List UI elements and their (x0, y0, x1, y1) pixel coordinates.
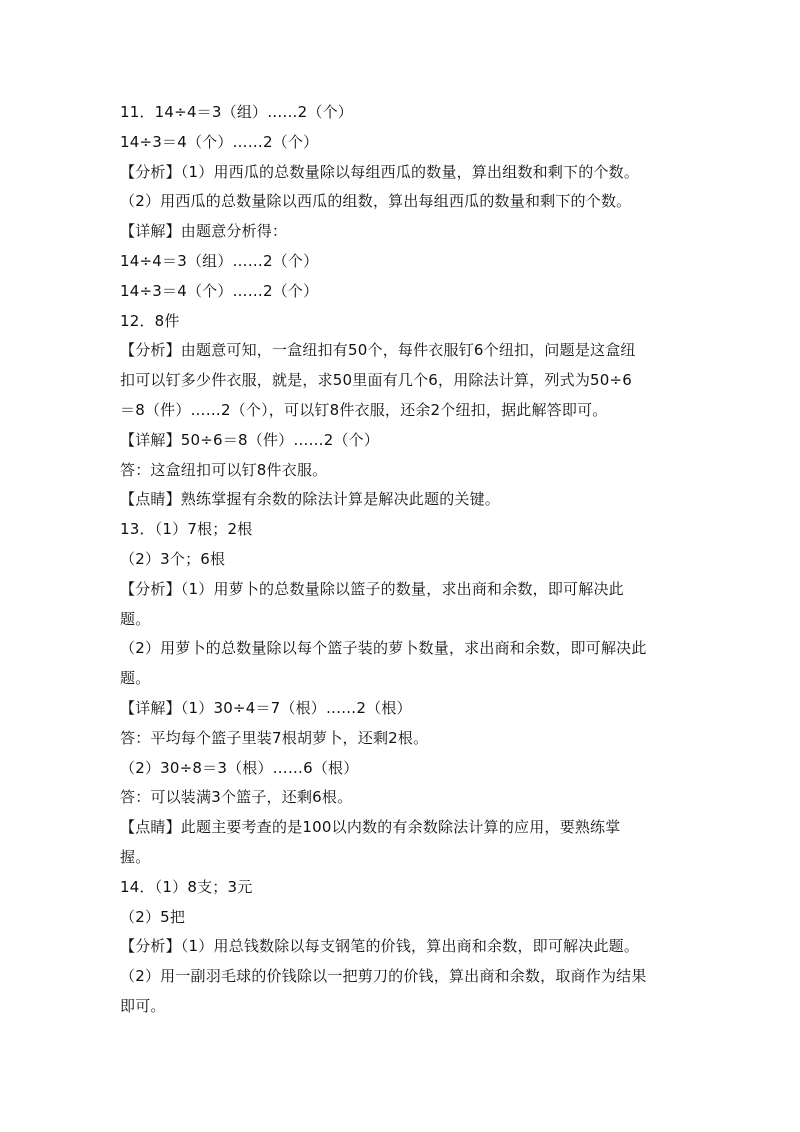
text-line: （2）用萝卜的总数量除以每个篮子装的萝卜数量，求出商和余数，即可解决此 (120, 639, 647, 658)
text-line: 【分析】（1）用西瓜的总数量除以每组西瓜的数量，算出组数和剩下的个数。 (120, 162, 640, 181)
text-line: 【详解】50÷6＝8（件）……2（个） (120, 430, 380, 449)
text-line: 11．14÷4＝3（组）……2（个） (120, 103, 353, 121)
text-line: （2）用西瓜的总数量除以西瓜的组数，算出每组西瓜的数量和剩下的个数。 (120, 192, 632, 211)
text-line: 【分析】（1）用萝卜的总数量除以篮子的数量，求出商和余数，即可解决此 (120, 579, 624, 598)
text-line: （2）30÷8＝3（根）……6（根） (120, 758, 359, 777)
text-line: 【分析】由题意可知，一盒纽扣有50个，每件衣服钉6个纽扣，问题是这盒纽 (120, 341, 636, 360)
text-line: 【详解】（1）30÷4＝7（根）……2（根） (120, 698, 412, 717)
text-line: 答：平均每个篮子里装7根胡萝卜，还剩2根。 (120, 728, 429, 747)
text-line: 14÷3＝4（个）……2（个） (120, 281, 319, 300)
text-line: 【点睛】熟练掌握有余数的除法计算是解决此题的关键。 (120, 490, 501, 509)
text-line: 13．（1）7根；2根 (120, 520, 253, 539)
text-line: 题。 (120, 669, 151, 688)
text-line: 答：这盒纽扣可以钉8件衣服。 (120, 460, 328, 479)
text-line: 答：可以装满3个篮子，还剩6根。 (120, 788, 353, 807)
text-line: （2）5把 (120, 907, 186, 926)
text-line: （2）用一副羽毛球的价钱除以一把剪刀的价钱，算出商和余数，取商作为结果 (120, 967, 647, 986)
text-line: 【分析】（1）用总钱数除以每支钢笔的价钱，算出商和余数，即可解决此题。 (120, 937, 640, 956)
text-line: 【点睛】此题主要考查的是100以内数的有余数除法计算的应用，要熟练掌 (120, 818, 621, 837)
text-line: 握。 (120, 847, 151, 866)
text-line: 题。 (120, 609, 151, 628)
answer-text-block (120, 98, 700, 1022)
text-line: （2）3个；6根 (120, 549, 226, 568)
text-line: 14÷4＝3（组）……2（个） (120, 251, 319, 270)
text-line: 14÷3＝4（个）……2（个） (120, 132, 319, 151)
text-line: 扣可以钉多少件衣服，就是，求50里面有几个6，用除法计算，列式为50÷6 (120, 371, 633, 390)
text-line: 即可。 (120, 996, 166, 1015)
text-line: 14．（1）8支；3元 (120, 877, 253, 896)
text-line: 12．8件 (120, 311, 180, 330)
text-line: 【详解】由题意分析得： (120, 222, 288, 241)
text-line: ＝8（件）……2（个），可以钉8件衣服，还余2个纽扣，据此解答即可。 (120, 400, 608, 419)
